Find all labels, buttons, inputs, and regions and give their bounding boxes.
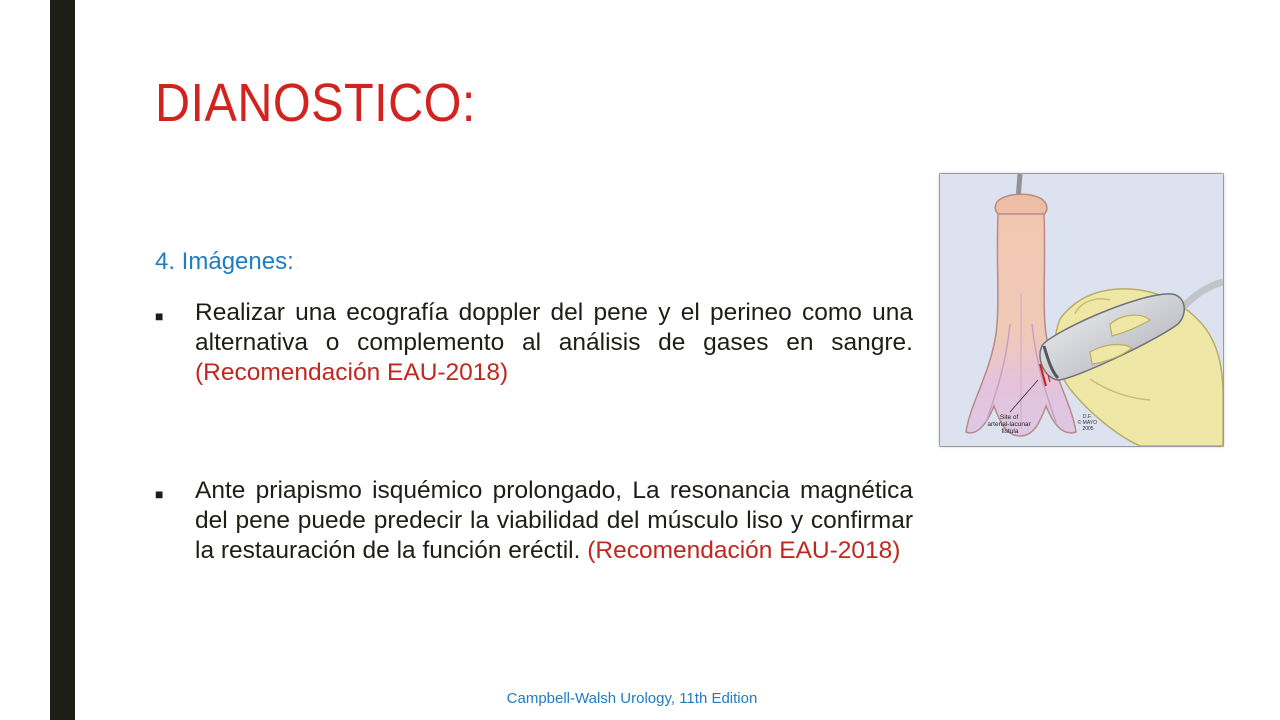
citation-footer xyxy=(0,690,1280,707)
citation-text: Campbell-Walsh Urology, 11th Edition xyxy=(506,690,758,707)
slide-title: DIANOSTICO: xyxy=(155,73,476,133)
figure-label-line: fistula xyxy=(1001,428,1019,435)
bullet-item-resonancia xyxy=(155,476,913,566)
square-bullet-icon: ■ xyxy=(155,308,164,324)
figure-credit-line: D.F. xyxy=(1082,414,1092,420)
recommendation-reference: (Recomendación EAU-2018) xyxy=(195,359,509,386)
figure-credit-line: 2005 xyxy=(1082,426,1094,432)
bullet-item-ecografia xyxy=(155,298,913,388)
left-accent-bar xyxy=(50,0,75,720)
doppler-ultrasound-illustration xyxy=(940,174,1223,446)
illustration-graphic xyxy=(940,174,1223,446)
figure-credit-line: © MAYO xyxy=(1077,420,1098,426)
bullet-text xyxy=(195,298,913,388)
bullet-body: Ante priapismo isquémico prolongado, La resonancia magnética del pene puede predecir la viabilidad del músculo liso y confirmar la restauración de la función eréctil. xyxy=(195,477,913,564)
recommendation-reference: (Recomendación EAU-2018) xyxy=(587,537,901,564)
figure-label-line: arterial-lacunar xyxy=(987,421,1031,428)
bullet-text xyxy=(195,476,913,566)
square-bullet-icon: ■ xyxy=(155,486,164,502)
section-subheading: 4. Imágenes: xyxy=(155,248,294,275)
figure-label-line: Site of xyxy=(999,414,1019,421)
bullet-body: Realizar una ecografía doppler del pene y el perineo como una alternativa o complemento al análisis de gases en sangre. xyxy=(195,299,913,356)
